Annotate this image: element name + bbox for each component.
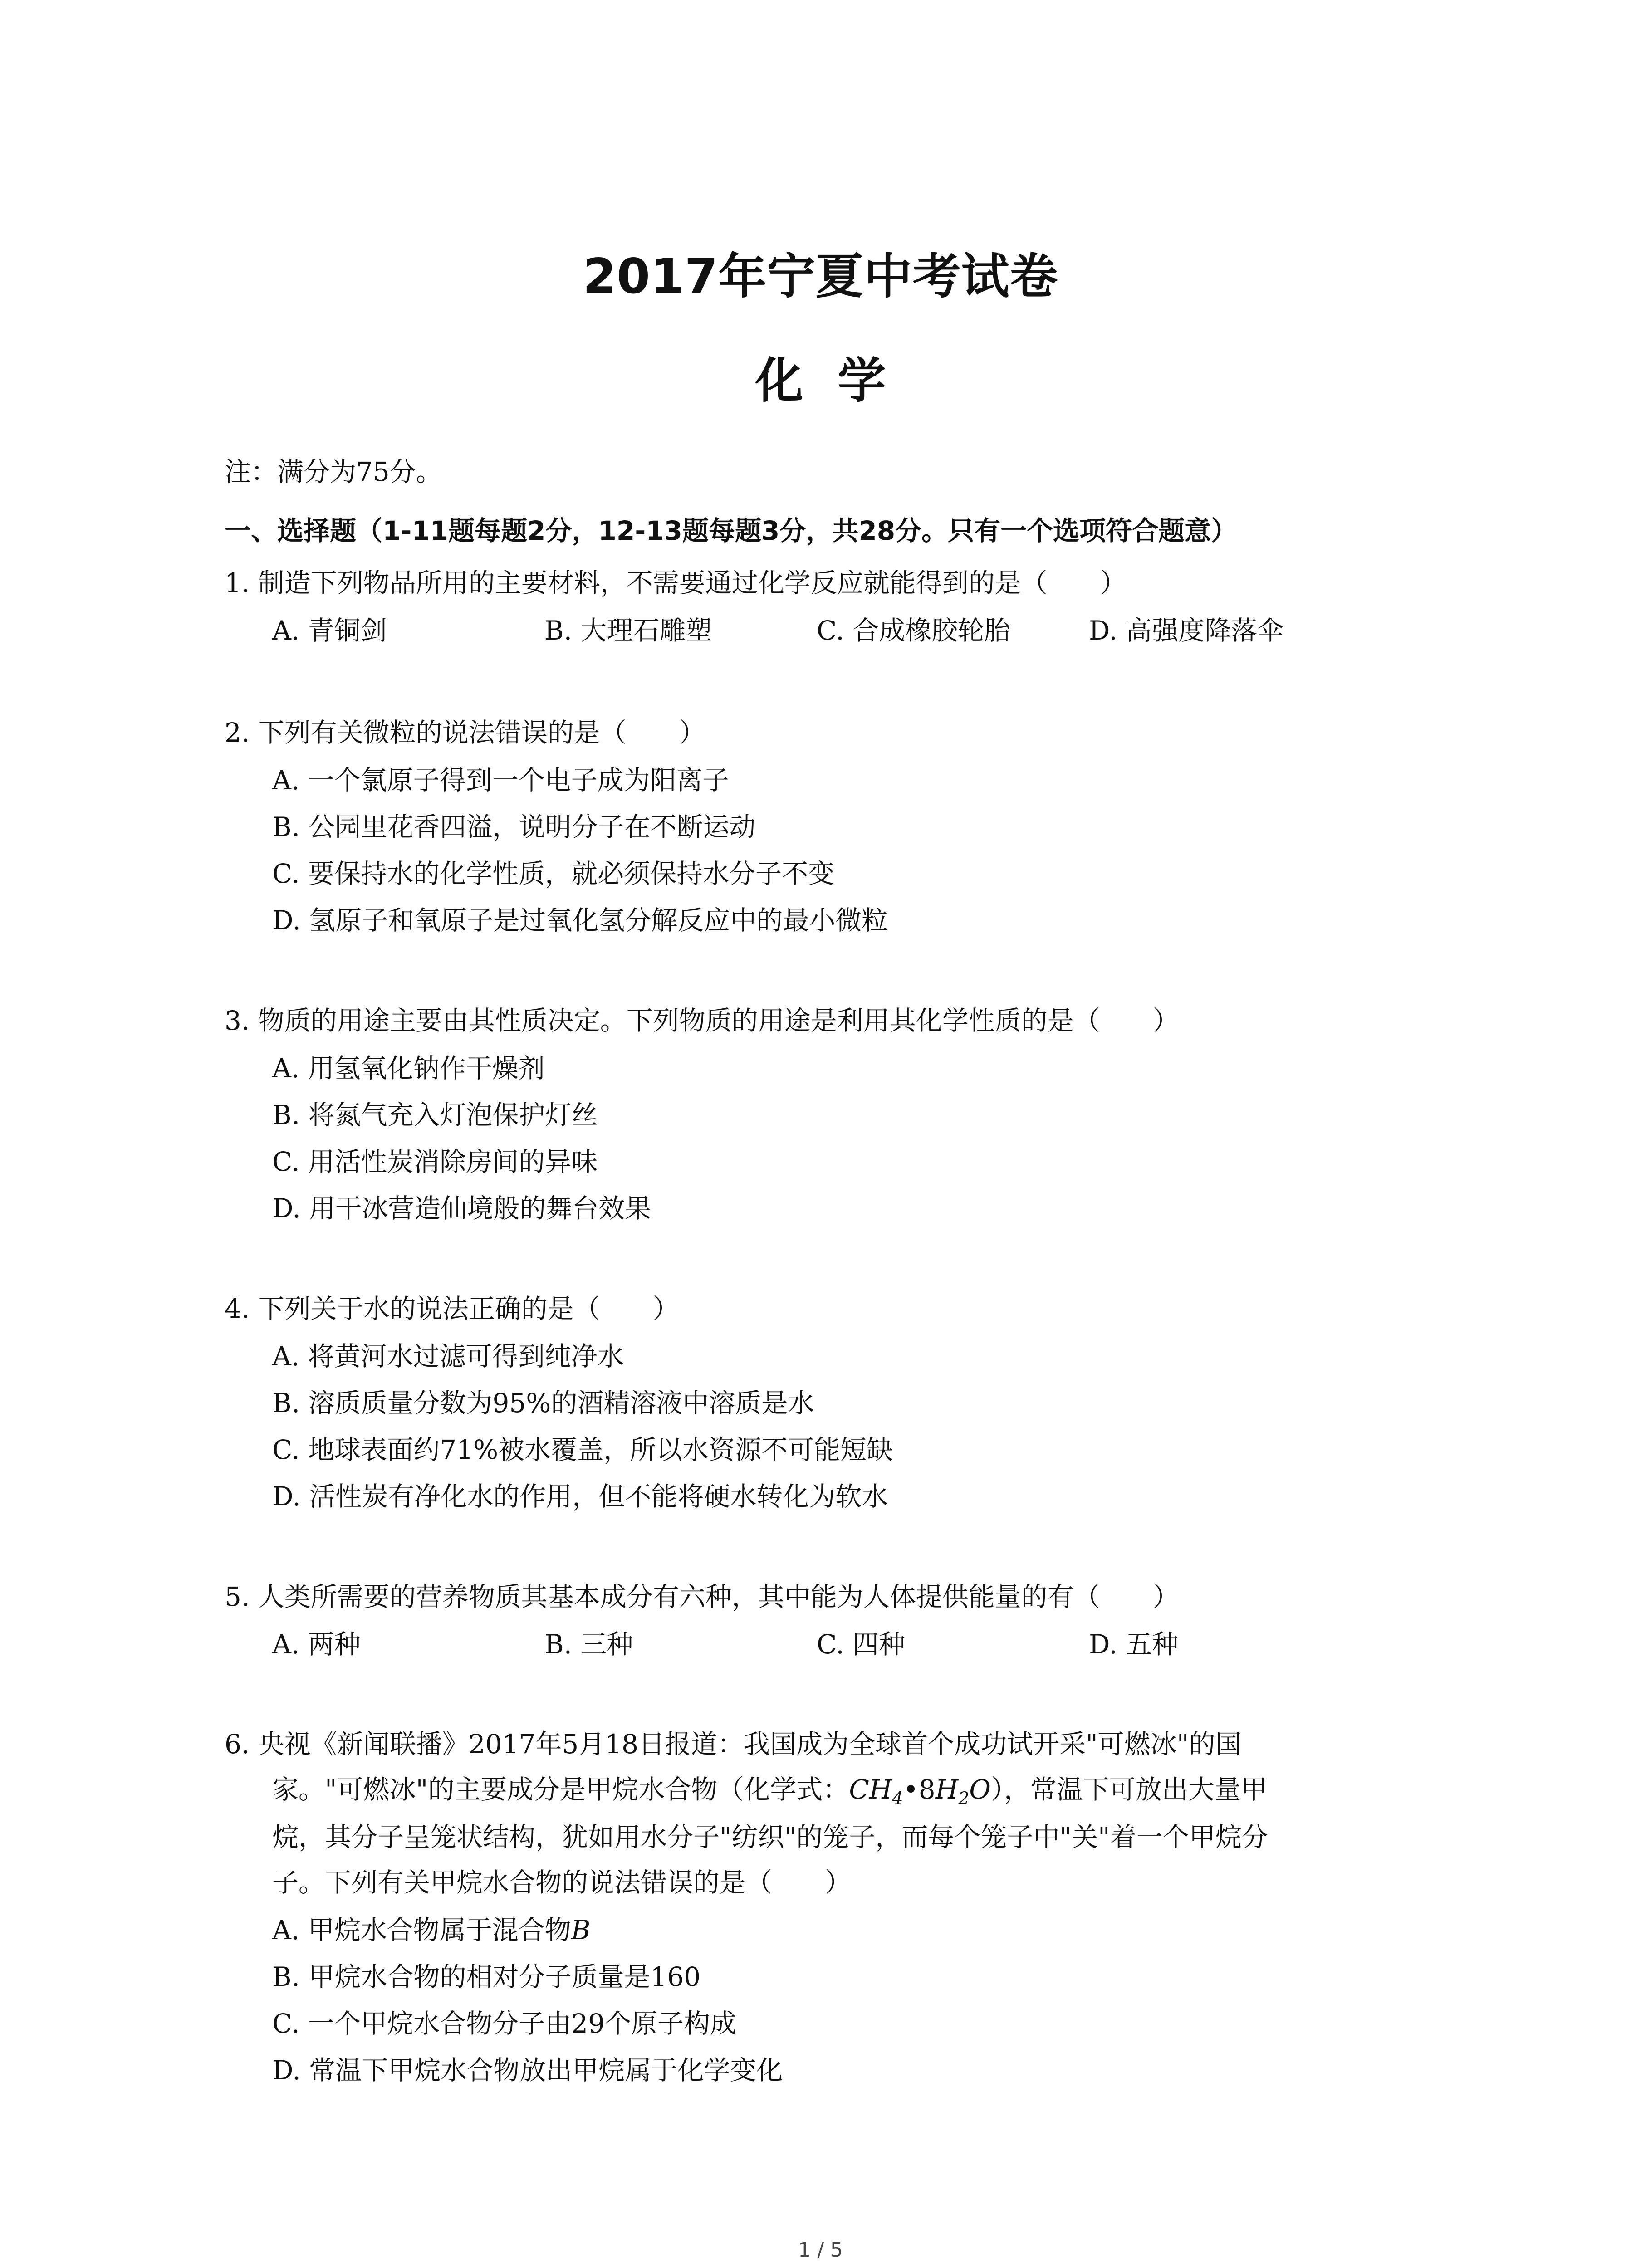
question-6-stem-line-2-pre: 家。"可燃冰"的主要成分是甲烷水合物（化学式： xyxy=(272,1774,849,1805)
score-note: 注：满分为75分。 xyxy=(225,456,442,487)
question-4-option-c: C. 地球表面约71%被水覆盖，所以水资源不可能短缺 xyxy=(272,1434,893,1465)
question-3-stem: 3. 物质的用途主要由其性质决定。下列物质的用途是利用其化学性质的是（ ） xyxy=(225,1005,1179,1036)
question-2-option-c: C. 要保持水的化学性质，就必须保持水分子不变 xyxy=(272,858,835,889)
question-2-stem: 2. 下列有关微粒的说法错误的是（ ） xyxy=(225,717,705,748)
question-5-option-b: B. 三种 xyxy=(544,1629,633,1660)
question-6-option-a: A. 甲烷水合物属于混合物B xyxy=(272,1915,591,1945)
question-1-options xyxy=(272,612,1452,649)
question-6-option-b: B. 甲烷水合物的相对分子质量是160 xyxy=(272,1961,701,1992)
section-heading: 一、选择题（1-11题每题2分，12-13题每题3分，共28分。只有一个选项符合题意） xyxy=(225,515,1238,546)
question-1-option-a: A. 青铜剑 xyxy=(272,615,387,646)
question-6-stem-line-1: 6. 央视《新闻联播》2017年5月18日报道：我国成为全球首个成功试开采"可燃冰"的国 xyxy=(225,1729,1242,1760)
question-3-option-c: C. 用活性炭消除房间的异味 xyxy=(272,1146,598,1177)
subject-title: 化学 xyxy=(755,353,921,409)
question-1-option-d: D. 高强度降落伞 xyxy=(1089,615,1284,646)
question-2-option-a: A. 一个氯原子得到一个电子成为阳离子 xyxy=(272,765,729,796)
question-6-stem-line-4: 子。下列有关甲烷水合物的说法错误的是（ ） xyxy=(272,1867,852,1898)
chemical-formula: $CH_4•8H_2O$ xyxy=(849,1774,991,1809)
question-3-option-d: D. 用干冰营造仙境般的舞台效果 xyxy=(272,1193,652,1224)
question-3-option-a: A. 用氢氧化钠作干燥剂 xyxy=(272,1053,545,1084)
question-4-option-b: B. 溶质质量分数为95%的酒精溶液中溶质是水 xyxy=(272,1388,814,1418)
question-6-stem-line-2 xyxy=(272,1771,1267,1817)
question-5-option-a: A. 两种 xyxy=(272,1629,361,1660)
question-5-option-d: D. 五种 xyxy=(1089,1629,1179,1660)
question-6-stem-line-3: 烷，其分子呈笼状结构，犹如用水分子"纺织"的笼子，而每个笼子中"关"着一个甲烷分 xyxy=(272,1822,1268,1853)
question-6-option-d: D. 常温下甲烷水合物放出甲烷属于化学变化 xyxy=(272,2055,783,2086)
question-1-option-c: C. 合成橡胶轮胎 xyxy=(817,615,1011,646)
question-4-option-a: A. 将黄河水过滤可得到纯净水 xyxy=(272,1341,624,1372)
question-6-option-a-suffix: B xyxy=(571,1915,591,1945)
question-4-option-d: D. 活性炭有净化水的作用，但不能将硬水转化为软水 xyxy=(272,1481,888,1512)
question-2-option-d: D. 氢原子和氧原子是过氧化氢分解反应中的最小微粒 xyxy=(272,905,888,936)
question-1-stem: 1. 制造下列物品所用的主要材料，不需要通过化学反应就能得到的是（ ） xyxy=(225,567,1127,598)
question-6-stem-line-2-post: ），常温下可放出大量甲 xyxy=(990,1774,1267,1805)
question-6-option-c: C. 一个甲烷水合物分子由29个原子构成 xyxy=(272,2008,736,2039)
question-2-option-b: B. 公园里花香四溢，说明分子在不断运动 xyxy=(272,811,756,842)
question-5-option-c: C. 四种 xyxy=(817,1629,906,1660)
question-5-options xyxy=(272,1626,1452,1662)
question-3-option-b: B. 将氮气充入灯泡保护灯丝 xyxy=(272,1100,598,1130)
question-5-stem: 5. 人类所需要的营养物质其基本成分有六种，其中能为人体提供能量的有（ ） xyxy=(225,1581,1179,1612)
question-4-stem: 4. 下列关于水的说法正确的是（ ） xyxy=(225,1293,679,1324)
page-number: 1 / 5 xyxy=(798,2239,843,2262)
question-1-option-b: B. 大理石雕塑 xyxy=(544,615,712,646)
exam-title: 2017年宁夏中考试卷 xyxy=(583,249,1058,304)
